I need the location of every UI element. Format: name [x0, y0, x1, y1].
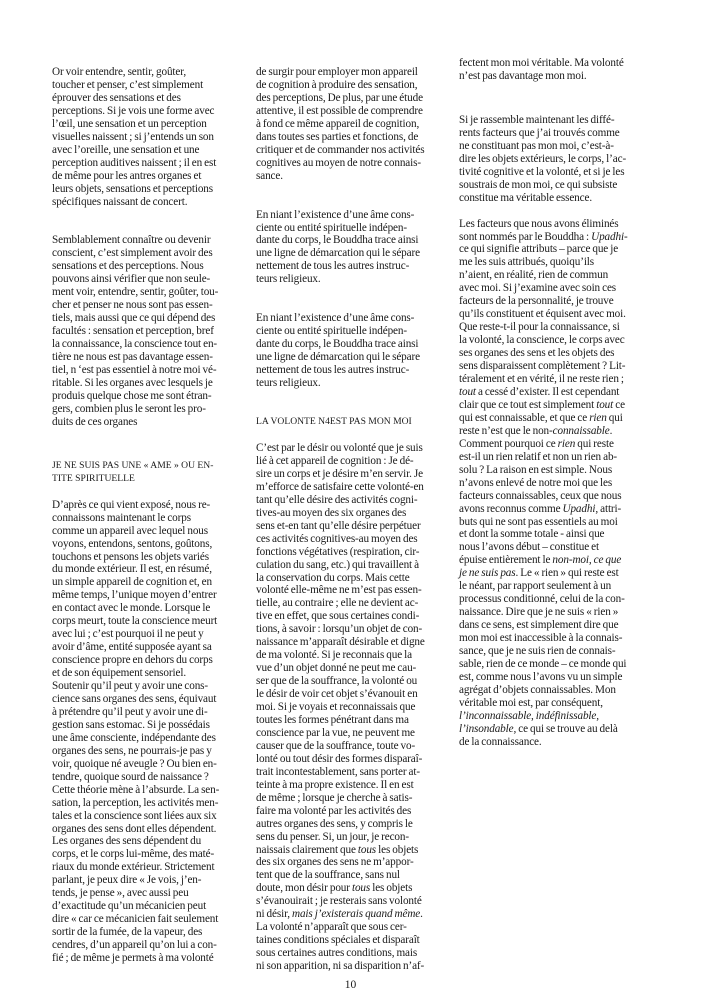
- text-line: nettement de tous les autres instruc-: [256, 260, 410, 273]
- text-line: toutes les formes pénétrant dans ma: [256, 713, 409, 726]
- text-line: tendre, quoique sourd de naissance ?: [52, 770, 209, 783]
- text-line: de cognition à produire des sensation,: [256, 78, 418, 91]
- section-heading: [52, 460, 248, 486]
- column-2: [256, 66, 452, 973]
- text-line: épuise entièrement le non-moi, ce que: [459, 554, 622, 567]
- text-line: nettement de tous les autres instruc-: [256, 364, 410, 377]
- paragraph: [52, 234, 248, 428]
- text-line: n’est pas davantage mon moi.: [459, 69, 587, 82]
- text-line: fectent mon moi véritable. Ma volonté: [459, 57, 624, 69]
- text-line: gers, combien plus le seront les pro-: [52, 402, 206, 415]
- text-line: moi. Si je voyais et reconnaissais que: [256, 701, 416, 714]
- emphasis: connaissable: [552, 424, 610, 437]
- text-line: des six organes des sens ne m’appor-: [256, 856, 414, 869]
- text-line: du monde extérieur. Il est, en résumé,: [52, 563, 212, 576]
- text-line: corps meurt, toute la conscience meurt: [52, 615, 218, 628]
- text-line: sens disparaissent complètement ? Lit-: [459, 360, 626, 373]
- text-line: et de son équipement sensoriel.: [52, 667, 186, 680]
- text-line: parlant, je peux dire « Je vois, j’en-: [52, 874, 202, 887]
- text-line: tions, à savoir : lorsqu’un objet de con-: [256, 623, 423, 636]
- text-line: ni désir, mais j’existerais quand même.: [256, 908, 423, 921]
- text-line: touchons et pensons les objets variés: [52, 550, 209, 563]
- text-line: ne constituant pas mon moi, c’est-à-: [459, 139, 614, 152]
- text-line: sortir de la fumée, de la vapeur, des: [52, 926, 203, 939]
- text-line: fié ; de même je permets à ma volonté: [52, 952, 214, 965]
- text-line: taines conditions spéciales et disparaît: [256, 934, 420, 947]
- text-line: lié à cet appareil de cognition : Je dé-: [256, 454, 414, 467]
- text-line: tivité cognitive et la volonté, et si je les: [459, 165, 625, 178]
- text-line: teurs religieux.: [256, 273, 321, 286]
- emphasis: l’insondable,: [459, 722, 517, 735]
- text-line: mon moi est inaccessible à la connais-: [459, 632, 623, 645]
- text-line: doute, mon désir pour tous les objets: [256, 882, 413, 895]
- text-line: agrégat d’objets connaissables. Mon: [459, 683, 616, 696]
- text-line: Semblablement connaître ou devenir: [52, 234, 211, 247]
- text-line: Que reste-t-il pour la connaissance, si: [459, 321, 620, 334]
- text-line: teurs religieux.: [256, 377, 321, 390]
- text-line: sable, rien de ce monde – ce monde qui: [459, 657, 627, 670]
- emphasis: Upadhi-: [591, 230, 628, 243]
- text-line: En niant l’existence d’une âme cons-: [256, 312, 415, 325]
- text-line: ses organes des sens et les objets des: [459, 347, 615, 360]
- text-line: de la connaissance.: [459, 735, 542, 748]
- text-line: sance.: [256, 169, 283, 182]
- text-line: qu’ils constituent et équisent avec moi.: [459, 308, 626, 321]
- text-line: Si je rassemble maintenant les diffé-: [459, 113, 615, 126]
- text-line: tielle, au contraire ; elle ne devient ac-: [256, 597, 419, 610]
- text-line: gestion sans estomac. Si je possédais: [52, 718, 210, 731]
- paragraph: [256, 312, 452, 390]
- text-line: avoir d’âme, entité supposée ayant sa: [52, 641, 212, 654]
- heading-line: LA VOLONTE N4EST PAS MON MOI: [256, 416, 412, 428]
- page-number: 10: [344, 979, 357, 991]
- text-line: éprouver des sensations et des: [52, 91, 181, 104]
- text-line: volonté elle-même ne m’est pas essen-: [256, 584, 422, 597]
- text-line: causer que de la souffrance, toute vo-: [256, 739, 416, 752]
- text-line: spécifiques naissant de concert.: [52, 195, 188, 208]
- text-line: Cette théorie mène à l’absurde. La sen-: [52, 783, 220, 796]
- text-line: naissais clairement que tous les objets: [256, 843, 419, 856]
- text-line: ce qui signifie attributs – parce que je: [459, 243, 619, 256]
- paragraph: [459, 114, 659, 205]
- emphasis: Upadhi,: [562, 502, 599, 515]
- text-line: organes des sens, ne pourrais-je pas y: [52, 744, 212, 757]
- text-line: visuelles naissent ; si j’entends un son: [52, 130, 214, 143]
- text-line: cher et penser ne nous sont pas essen-: [52, 299, 213, 312]
- text-line: un simple appareil de cognition et, en: [52, 576, 212, 589]
- emphasis: tout: [596, 398, 614, 411]
- text-line: tout a cessé d’exister. Il est cependant: [459, 385, 620, 398]
- text-line: Les organes des sens dépendent du: [52, 835, 202, 848]
- column-1: [52, 66, 248, 965]
- text-line: à fond ce même appareil de cognition,: [256, 117, 420, 130]
- text-line: une âme consciente, indépendante des: [52, 731, 216, 744]
- text-line: ni son apparition, ni sa disparition n’af-: [256, 960, 425, 973]
- text-line: culation du sang, etc.) qui travaillent à: [256, 558, 419, 571]
- text-line: s’évanouirait ; je resterais sans volonté: [256, 895, 422, 908]
- text-line: Comment pourquoi ce rien qui reste: [459, 437, 614, 450]
- text-line: conscient, c’est simplement avoir des: [52, 247, 213, 260]
- text-line: la conservation du corps. Mais cette: [256, 571, 410, 584]
- text-line: tent que de la souffrance, sans nul: [256, 869, 400, 882]
- text-line: soustrais de mon moi, ce qui subsiste: [459, 178, 618, 191]
- text-line: produis quelque chose me sont étran-: [52, 389, 212, 402]
- text-line: perception auditives naissent ; il en est: [52, 156, 217, 169]
- text-line: avec moi. Si j’examine avec soin ces: [459, 282, 617, 295]
- text-line: tends, je pense », avec aussi peu: [52, 887, 189, 900]
- text-line: d’exactitude qu’un mécanicien peut: [52, 900, 207, 913]
- text-line: Les facteurs que nous avons éliminés: [459, 217, 619, 230]
- text-line: avons reconnus comme Upadhi, attri-: [459, 502, 622, 515]
- text-line: reste n’est que le non-connaissable.: [459, 424, 613, 437]
- text-line: comme un appareil avec lequel nous: [52, 524, 209, 537]
- text-line: une ligne de démarcation qui le sépare: [256, 247, 420, 260]
- text-line: le désir de voir cet objet s’évanouit en: [256, 688, 418, 701]
- text-line: je ne suis pas. Le « rien » qui reste est: [459, 567, 619, 580]
- text-line: riaux du monde extérieur. Strictement: [52, 861, 215, 874]
- text-line: organes des sens dont elles dépendent.: [52, 822, 217, 835]
- text-line: voir, quoique né aveugle ? Ou bien en-: [52, 757, 217, 770]
- text-line: de même ; lorsque je cherche à satis-: [256, 791, 413, 804]
- text-line: lonté ou tout désir des formes disparaî-: [256, 752, 423, 765]
- text-line: le néant, par rapport seulement à un: [459, 580, 612, 593]
- column-3: [459, 57, 659, 749]
- text-line: En niant l’existence d’une âme cons-: [256, 208, 415, 221]
- text-line: clair que ce tout est simplement tout ce: [459, 398, 625, 411]
- text-line: naissance. Dire que je ne suis « rien »: [459, 606, 619, 619]
- text-line: conscience par la vue, ne peuvent me: [256, 726, 415, 739]
- text-line: Or voir entendre, sentir, goûter,: [52, 66, 187, 78]
- text-line: [459, 710, 659, 723]
- text-line: de même pour les antres organes et: [52, 169, 202, 182]
- text-line: cience sans organes des sens, équivaut: [52, 692, 217, 705]
- text-line: tiels, mais aussi que ce qui dépend des: [52, 312, 216, 325]
- text-line: pouvons ainsi vérifier que non seule-: [52, 273, 211, 286]
- text-line: La volonté n’apparaît que sous cer-: [256, 921, 407, 934]
- text-line: tant qu’elle désire des activités cogni-: [256, 493, 418, 506]
- text-line: facteurs connaissables, ceux que nous: [459, 489, 622, 502]
- text-line: processus conditionné, celui de la con-: [459, 593, 625, 606]
- text-line: dans toutes ses parties et fonctions, de: [256, 130, 419, 143]
- text-line: ces activités cognitives-au moyen des: [256, 532, 418, 545]
- text-line: vue d’un objet donné ne peut me cau-: [256, 662, 417, 675]
- text-line: dans ce sens, est simplement dire que: [459, 619, 619, 632]
- text-line: autres organes des sens, y compris le: [256, 817, 413, 830]
- text-line: cendres, d’un appareil qu’on lui a con-: [52, 939, 217, 952]
- emphasis: l’inconnaissable, indéfinissable,: [459, 709, 599, 722]
- text-line: JE NE SUIS PAS UNE « AME » OU EN-: [52, 459, 214, 471]
- text-line: la volonté, la conscience, le corps avec: [459, 334, 625, 347]
- paragraph: [52, 499, 248, 965]
- text-line: sensations et des perceptions. Nous: [52, 260, 204, 273]
- emphasis: tout: [459, 385, 476, 398]
- text-line: facultés : sensation et perception, bref: [52, 325, 214, 338]
- text-line: dire « car ce mécanicien fait seulement: [52, 913, 219, 926]
- text-line: voyons, entendons, sentons, goûtons,: [52, 537, 213, 550]
- text-line: ritable. Si les organes avec lesquels je: [52, 376, 213, 389]
- emphasis: mais j’existerais quand même: [292, 908, 421, 921]
- text-line: tiel, n ‘est pas essentiel à notre moi vé-: [52, 364, 217, 377]
- emphasis: je ne suis pas: [459, 567, 516, 580]
- text-line: me les suis attribués, quoiqu’ils: [459, 256, 595, 269]
- text-line: buts qui ne sont pas essentiels au moi: [459, 515, 618, 528]
- text-line: tière ne nous est pas davantage essen-: [52, 351, 213, 364]
- text-line: conscience propre en dehors du corps: [52, 654, 213, 667]
- text-line: sens du penser. Si, un jour, je recon-: [256, 830, 409, 843]
- text-line: perceptions. Si je vois une forme avec: [52, 104, 215, 117]
- text-line: sance, que je ne suis rien de connais-: [459, 645, 616, 658]
- text-line: tives-au moyen des six organes des: [256, 506, 407, 519]
- text-line: attentive, il est possible de comprendre: [256, 104, 423, 117]
- text-line: n’aient, en réalité, rien de commun: [459, 269, 609, 282]
- text-line: corps, et le corps lui-même, des maté-: [52, 848, 215, 861]
- text-line: de ma volonté. Si je reconnais que la: [256, 649, 413, 662]
- text-line: sation, la perception, les activités men-: [52, 796, 219, 809]
- text-line: dire les objets extérieurs, le corps, l’ac-: [459, 152, 627, 165]
- paragraph: [52, 66, 248, 208]
- text-line: la connaissance, la conscience tout en-: [52, 338, 218, 351]
- emphasis: non-moi, ce que: [552, 554, 622, 567]
- text-line: dante du corps, le Bouddha trace ainsi: [256, 234, 419, 247]
- text-line: avec l’oreille, une sensation et une: [52, 143, 200, 156]
- text-line: avec lui ; c’est pourquoi il ne peut y: [52, 628, 204, 641]
- text-line: sire un corps et je désire m’en servir. Je: [256, 467, 423, 480]
- text-line: rents facteurs que j’ai trouvés comme: [459, 126, 620, 139]
- text-line: est-il un rien relatif et non un rien ab-: [459, 450, 618, 463]
- paragraph: [459, 218, 659, 749]
- text-line: teinte à ma propre existence. Il en est: [256, 778, 414, 791]
- text-line: Soutenir qu’il peut y avoir une cons-: [52, 680, 209, 693]
- text-line: véritable moi est, par conséquent,: [459, 696, 603, 709]
- section-heading: [256, 416, 452, 429]
- text-line: une ligne de démarcation qui le sépare: [256, 351, 420, 364]
- emphasis: rien: [557, 437, 576, 450]
- paragraph: [256, 209, 452, 287]
- emphasis: rien: [589, 411, 607, 424]
- text-line: ciente ou entité spirituelle indépen-: [256, 221, 407, 234]
- text-line: naissance m’apparaît désirable et digne: [256, 636, 425, 649]
- text-line: D’après ce qui vient exposé, nous re-: [52, 498, 211, 511]
- text-line: sens et-en tant qu’elle désire perpétuer: [256, 519, 421, 532]
- text-line: connaissons maintenant le corps: [52, 511, 191, 524]
- paragraph: [459, 57, 659, 83]
- text-line: nous l’avons début – constitue et: [459, 541, 600, 554]
- text-line: critiquer et de commander nos activités: [256, 143, 425, 156]
- paragraph: [256, 66, 452, 183]
- text-line: constitue ma véritable essence.: [459, 191, 593, 204]
- text-line: leurs objets, sensations et perceptions: [52, 182, 214, 195]
- text-line: n’avons enlevé de notre moi que les: [459, 476, 613, 489]
- text-line: faire ma volonté par les activités des: [256, 804, 412, 817]
- text-line: des perceptions, De plus, par une étude: [256, 91, 423, 104]
- text-line: de surgir pour employer mon appareil: [256, 66, 418, 78]
- text-line: l’insondable, ce qui se trouve au delà: [459, 722, 618, 735]
- text-line: tales et la conscience sont liées aux six: [52, 809, 217, 822]
- text-line: C’est par le désir ou volonté que je suis: [256, 441, 423, 454]
- text-line: en contact avec le monde. Lorsque le: [52, 602, 211, 615]
- text-line: sous certaines autres conditions, mais: [256, 947, 418, 960]
- text-line: et dont la somme totale - ainsi que: [459, 528, 605, 541]
- text-line: dante du corps, le Bouddha trace ainsi: [256, 338, 419, 351]
- text-line: même temps, l’unique moyen d’entrer: [52, 589, 217, 602]
- text-line: facteurs de la personnalité, je trouve: [459, 295, 614, 308]
- text-line: m’efforce de satisfaire cette volonté-en: [256, 480, 424, 493]
- text-line: l’œil, une sensation et un perception: [52, 117, 207, 130]
- text-line: trait incontestablement, sans porter at-: [256, 765, 420, 778]
- text-line: ment voir, entendre, sentir, goûter, tou-: [52, 286, 219, 299]
- text-line: qui est connaissable, et que ce rien qui: [459, 411, 623, 424]
- text-line: toucher et penser, c’est simplement: [52, 78, 204, 91]
- text-line: téralement et en vérité, il ne reste rien ;: [459, 373, 624, 386]
- text-line: tive en effet, que sous certaines condi-: [256, 610, 420, 623]
- text-line: à prétendre qu’il peut y avoir une di-: [52, 705, 208, 718]
- emphasis: tous: [351, 882, 371, 895]
- text-line: est, comme nous l’avons vu un simple: [459, 670, 623, 683]
- text-line: ciente ou entité spirituelle indépen-: [256, 325, 407, 338]
- text-line: sont nommés par le Bouddha : Upadhi-: [459, 230, 628, 243]
- text-line: ser que de la souffrance, la volonté ou: [256, 675, 418, 688]
- text-line: duits de ces organes: [52, 415, 138, 428]
- text-line: solu ? La raison en est simple. Nous: [459, 463, 613, 476]
- text-line: cognitives au moyen de notre connais-: [256, 156, 421, 169]
- paragraph: [256, 442, 452, 973]
- text-line: fonctions végétatives (respiration, cir-: [256, 545, 420, 558]
- emphasis: tous: [357, 843, 377, 856]
- text-line: TITE SPIRITUELLE: [52, 472, 135, 484]
